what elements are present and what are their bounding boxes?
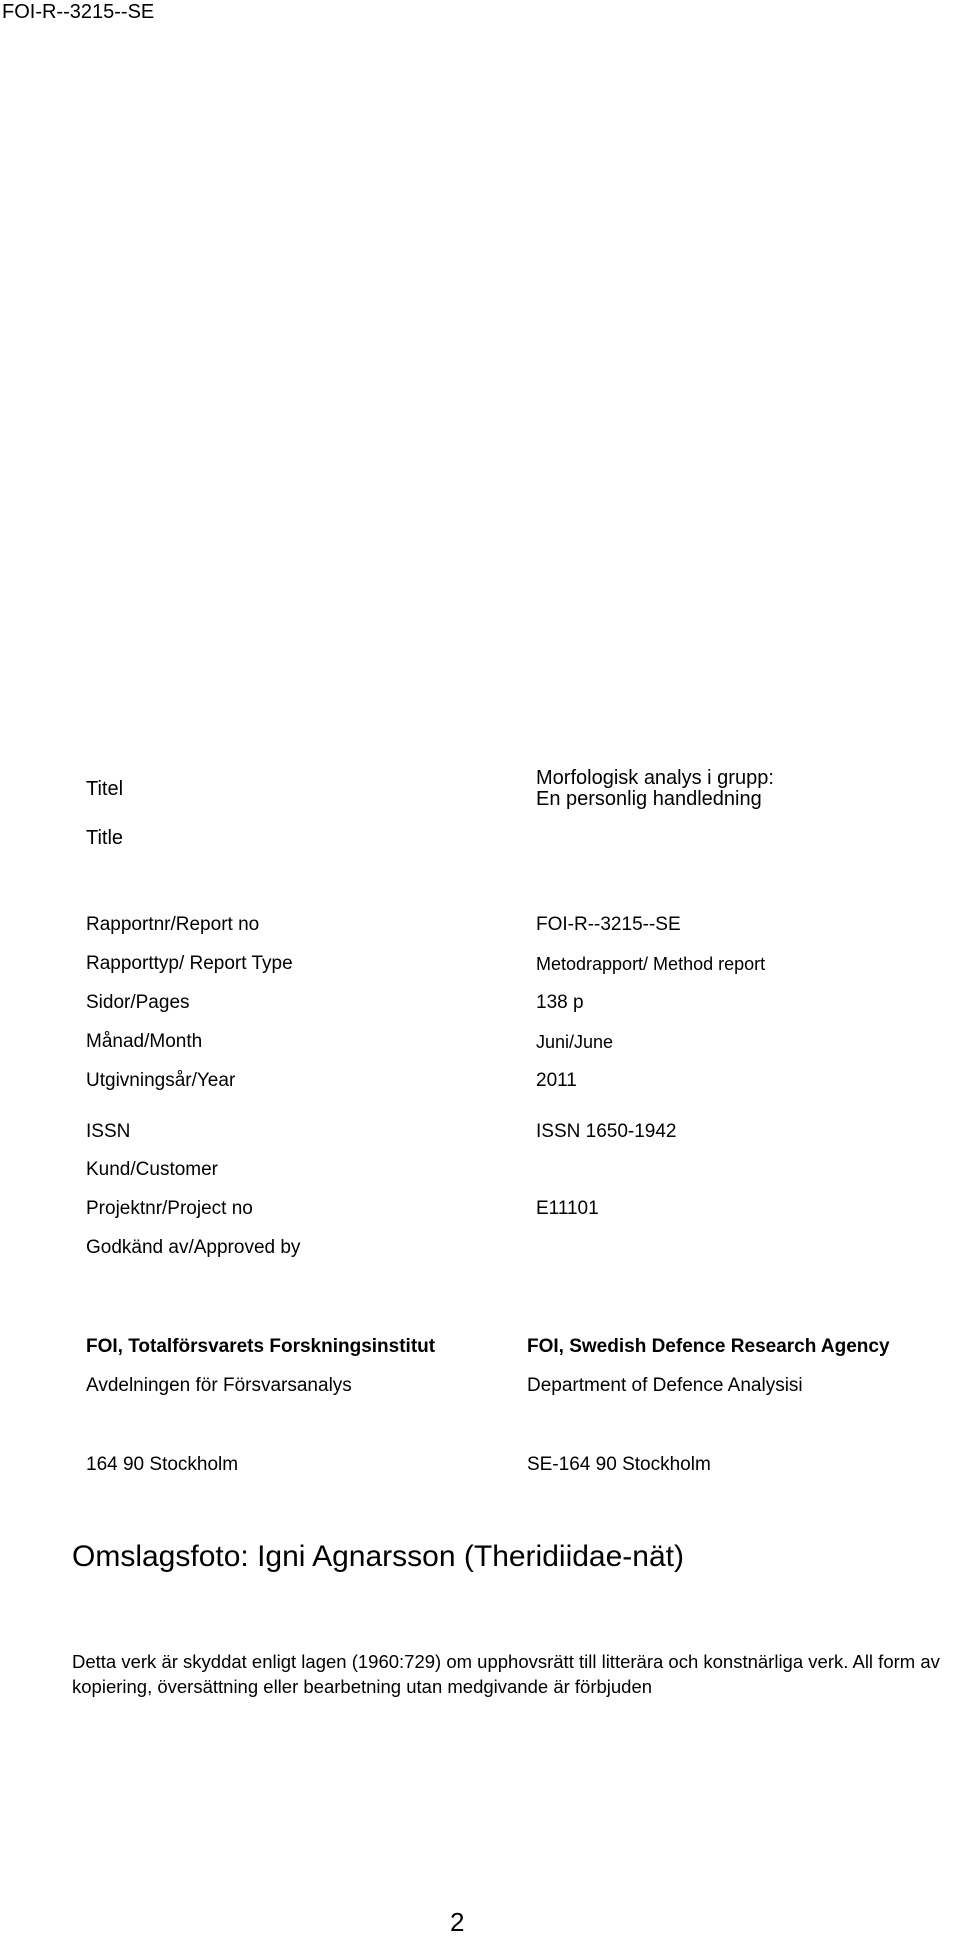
org-english-name: FOI, Swedish Defence Research Agency bbox=[527, 1336, 890, 1357]
label-approved-by: Godkänd av/Approved by bbox=[86, 1237, 301, 1258]
label-pages: Sidor/Pages bbox=[86, 992, 190, 1013]
org-swedish-name: FOI, Totalförsvarets Forskningsinstitut bbox=[86, 1336, 436, 1357]
value-month: Juni/June bbox=[536, 1032, 614, 1052]
value-issn: ISSN 1650-1942 bbox=[536, 1121, 677, 1142]
label-issn: ISSN bbox=[86, 1121, 131, 1142]
cover-photo-credit: Omslagsfoto: Igni Agnarsson (Theridiidae-nät) bbox=[72, 1540, 684, 1573]
report-title-line2: En personlig handledning bbox=[536, 788, 762, 810]
page-number: 2 bbox=[450, 1907, 465, 1937]
report-title-line1: Morfologisk analys i grupp: bbox=[536, 767, 774, 789]
label-report-type: Rapporttyp/ Report Type bbox=[86, 953, 293, 974]
value-year: 2011 bbox=[536, 1070, 577, 1091]
value-report-no: FOI-R--3215--SE bbox=[536, 914, 681, 935]
org-swedish-department: Avdelningen för Försvarsanalys bbox=[86, 1375, 352, 1396]
org-english-address: SE-164 90 Stockholm bbox=[527, 1454, 711, 1475]
label-report-no: Rapportnr/Report no bbox=[86, 914, 260, 935]
value-project-no: E11101 bbox=[536, 1198, 599, 1219]
label-year: Utgivningsår/Year bbox=[86, 1070, 236, 1091]
label-customer: Kund/Customer bbox=[86, 1159, 219, 1180]
copyright-notice: Detta verk är skyddat enligt lagen (1960:729) om upphovsrätt till litterära och konstnärliga verk. All form av kopiering, översättning eller bearbetning utan medgivande är förbjuden bbox=[72, 1651, 940, 1697]
label-month: Månad/Month bbox=[86, 1031, 203, 1052]
label-project-no: Projektnr/Project no bbox=[86, 1198, 253, 1219]
org-english-department: Department of Defence Analysisi bbox=[527, 1375, 803, 1396]
value-pages: 138 p bbox=[536, 992, 584, 1013]
report-id-header: FOI-R--3215--SE bbox=[2, 1, 155, 23]
label-title: Title bbox=[86, 827, 124, 849]
value-report-type: Metodrapport/ Method report bbox=[536, 954, 766, 974]
org-swedish-address: 164 90 Stockholm bbox=[86, 1454, 239, 1475]
label-titel: Titel bbox=[86, 778, 124, 800]
